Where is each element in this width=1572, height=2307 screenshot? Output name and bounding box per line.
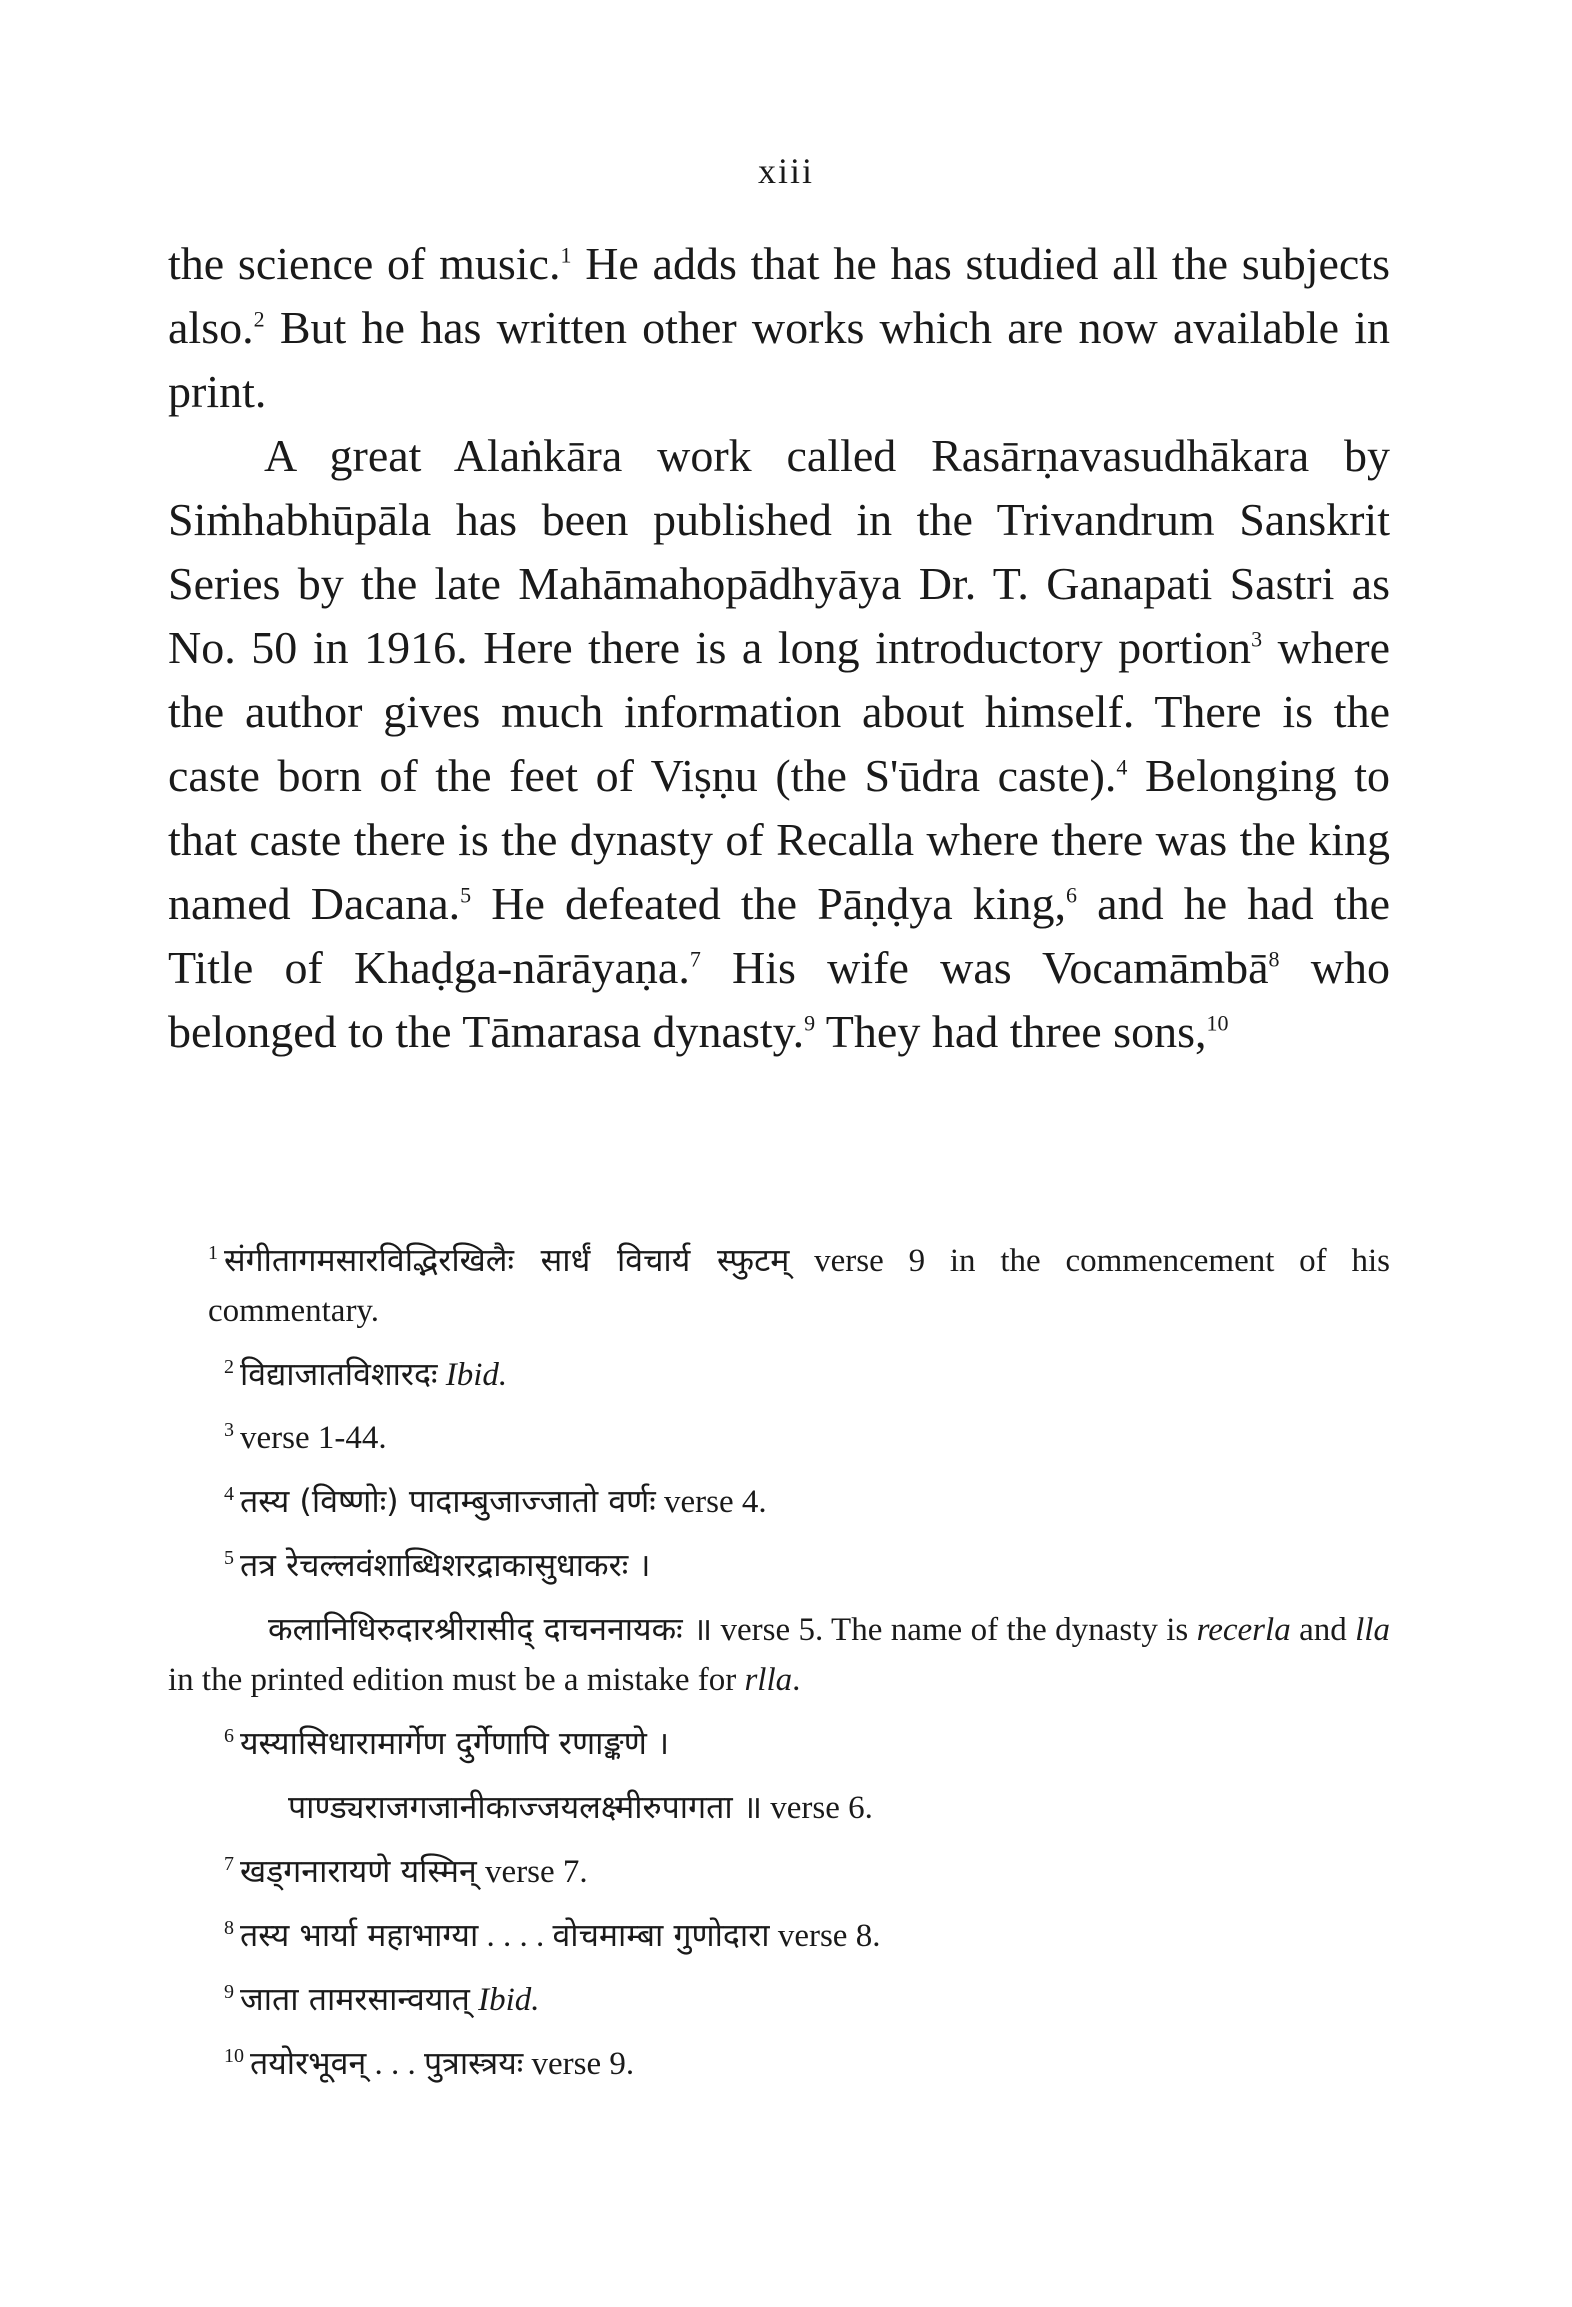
footnote-text: verse 1-44. [240, 1420, 387, 1456]
footnote-10 [168, 2038, 1390, 2089]
footnote-italic: Ibid. [437, 1357, 508, 1393]
footnote-6 [168, 1718, 1390, 1769]
footnote-ref-2: 2 [253, 306, 265, 332]
footnote-italic: recerla [1196, 1612, 1291, 1648]
text-run: A great Alaṅkāra work called Rasārṇavasudhākara by Siṁhabhūpāla has been published in the Trivandrum Sanskrit Series by the late Mahāmahopādhyāya Dr. T. Ganapati Sastri as No. 50 in 1916. Here there is a long introductory portion [168, 430, 1390, 673]
sanskrit-text: तस्य भार्या महाभाग्या [240, 1916, 479, 1954]
footnote-mark: 1 [208, 1242, 218, 1264]
sanskrit-text: तस्य (विष्णोः) पादाम्बुजाज्जातो वर्णः [240, 1482, 656, 1520]
main-text [168, 232, 1390, 1064]
text-run: Belonging to that caste there is the dynasty of Recalla where there was the king named Dacana. [168, 750, 1390, 929]
footnote-7 [168, 1846, 1390, 1897]
text-run: His wife was Vocamāmbā [700, 942, 1269, 993]
footnote-italic: rlla [744, 1662, 793, 1698]
text-run: They had three sons, [815, 1006, 1207, 1057]
footnote-2 [168, 1349, 1390, 1400]
footnote-ref-8: 8 [1268, 946, 1280, 972]
footnote-ref-10: 10 [1206, 1010, 1229, 1036]
footnote-text: verse 4. [655, 1484, 767, 1520]
footnote-9 [168, 1974, 1390, 2025]
footnote-mark: 6 [224, 1725, 234, 1747]
footnote-text: . [792, 1662, 801, 1698]
text-run: and he had the Title of Khaḍga-nārāyaṇa. [168, 878, 1390, 993]
footnote-text: verse 9. [523, 2046, 635, 2082]
footnote-italic: lla [1355, 1612, 1390, 1648]
sanskrit-text: पाण्ड्यराजगजानीकाज्जयलक्ष्मीरुपागता ॥ [288, 1788, 762, 1826]
sanskrit-text: विद्याजातविशारदः [240, 1355, 438, 1393]
ellipsis: . . . [366, 2046, 424, 2082]
footnote-text: verse 8. [769, 1918, 881, 1954]
footnote-mark: 8 [224, 1917, 234, 1939]
paragraph-2 [168, 424, 1390, 1064]
footnote-ref-3: 3 [1251, 626, 1263, 652]
sanskrit-text: कलानिधिरुदारश्रीरासीद् दाचननायकः ॥ [268, 1610, 713, 1648]
footnote-italic: Ibid. [469, 1982, 540, 2018]
text-run: He adds that he has studied all the subjects also. [168, 238, 1390, 353]
footnote-ref-4: 4 [1116, 754, 1128, 780]
page-number: xiii [757, 151, 814, 191]
sanskrit-text: वोचमाम्बा गुणोदारा [552, 1916, 770, 1954]
footnote-3 [168, 1413, 1390, 1463]
sanskrit-text: खड्गनारायणे यस्मिन् [240, 1852, 477, 1890]
footnote-mark: 9 [224, 1981, 234, 2003]
footnote-ref-1: 1 [560, 242, 572, 268]
footnote-text: verse 9 in the commencement of his commentary. [208, 1243, 1390, 1329]
footnote-text: and [1290, 1612, 1356, 1648]
paragraph-1 [168, 232, 1390, 424]
sanskrit-text: पुत्रास्त्रयः [423, 2044, 524, 2082]
footnote-ref-6: 6 [1066, 882, 1078, 908]
footnote-mark: 4 [224, 1483, 234, 1505]
sanskrit-text: जाता तामरसान्वयात् [240, 1980, 470, 2018]
text-run: where the author gives much information about himself. There is the caste born of the feet of Viṣṇu (the S'ūdra caste). [168, 622, 1390, 801]
footnote-4 [168, 1476, 1390, 1527]
footnote-1 [168, 1235, 1390, 1336]
text-run: who belonged to the Tāmarasa dynasty. [168, 942, 1390, 1057]
ellipsis: . . . . [478, 1918, 553, 1954]
footnote-text: in the printed edition must be a mistake for [168, 1662, 745, 1698]
footnote-ref-7: 7 [689, 946, 701, 972]
footnotes [168, 1235, 1390, 2102]
sanskrit-text: तत्र रेचल्लवंशाब्धिशरद्राकासुधाकरः । [240, 1546, 651, 1584]
text-run: the science of music. [168, 238, 561, 289]
text-run: He defeated the Pāṇḍya king, [471, 878, 1067, 929]
footnote-text: verse 5. The name of the dynasty is [712, 1612, 1197, 1648]
footnote-5 [168, 1540, 1390, 1591]
footnote-5-continued [168, 1604, 1390, 1705]
footnote-mark: 10 [224, 2045, 244, 2067]
footnote-mark: 5 [224, 1547, 234, 1569]
footnote-text: verse 7. [476, 1854, 588, 1890]
footnote-6-continued [168, 1782, 1390, 1833]
footnote-mark: 7 [224, 1853, 234, 1875]
footnote-text: verse 6. [761, 1790, 873, 1826]
sanskrit-text: यस्यासिधारामार्गेण दुर्गेणापि रणाङ्कणे । [240, 1724, 670, 1762]
text-run: But he has written other works which are now available in print. [168, 302, 1390, 417]
sanskrit-text: संगीतागमसारविद्भिरखिलैः सार्धं विचार्य स्फुटम् [224, 1241, 790, 1279]
footnote-mark: 2 [224, 1356, 234, 1378]
footnote-8 [168, 1910, 1390, 1961]
footnote-ref-5: 5 [460, 882, 472, 908]
footnote-ref-9: 9 [804, 1010, 816, 1036]
sanskrit-text: तयोरभूवन् [250, 2044, 367, 2082]
footnote-mark: 3 [224, 1419, 234, 1441]
